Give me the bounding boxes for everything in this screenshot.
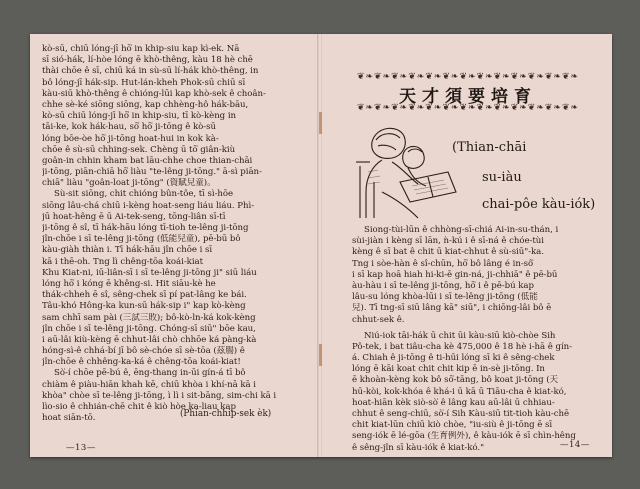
left-page-signature: (Phian-chhip-sek èk) bbox=[180, 409, 272, 419]
subtitle-line: su-iàu bbox=[482, 170, 522, 185]
text-line: kò-sū, chiū lóng-jī hō͘ in khip-siu kap kì-ek. Nā bbox=[42, 44, 240, 54]
left-page bbox=[30, 34, 319, 457]
text-line: chhut ê seng-chiū, sò͘-í Sih Kàu-siū tit-tioh kàu-chē bbox=[352, 409, 570, 419]
text-line: lóng ē kāi koat chit chit kip ē in-sè ji-tōng. In bbox=[352, 364, 545, 375]
mother-child-reading-illustration bbox=[352, 122, 460, 220]
text-line: sam chhī sam pài (三試三敗); bô-kò-ln-ká kok-kèng bbox=[42, 312, 256, 323]
text-line: i sī kap hoā hiah hi-ki-ē gin-ná, ji-chhiā" ê pē-bū bbox=[352, 269, 558, 280]
text-line: chhut-sek ê. bbox=[352, 314, 405, 325]
text-line: khòa" chòe sī te-lêng ji-tōng, ì lì i sit-bāng, sim-chi kā i bbox=[42, 390, 277, 401]
text-line: lóng bōe-òe hō͘ ji-tōng hoat-hui in kok kà- bbox=[42, 133, 219, 144]
text-line: i aū-lâi kiù-kèng ē chhut-lâi chò chhōe ká pàng-kà bbox=[42, 334, 257, 345]
subtitle-line: chai-pôe kàu-iók) bbox=[482, 197, 596, 212]
text-line: jū hoat-hêng ē ū Ai-tek-seng, tōng-liân sī-tī bbox=[42, 211, 226, 222]
banner-vine-border-bottom: ❦❧❦❧❦❧❦❧❦❧❦❧❦❧❦❧❦❧❦❧❦❧❦❧❦❧ bbox=[356, 103, 580, 113]
left-page-text bbox=[42, 44, 308, 424]
book-spread bbox=[30, 34, 612, 457]
text-line: jîn-chōe i sī te-lêng ji-tōng (低能兒童), pē-bū bô bbox=[42, 234, 241, 245]
text-line: Pô-tek, i bat tiâu-cha kè 475,000 ê 18 hè i-hā ê gín- bbox=[352, 341, 573, 352]
text-line: kàu-siū khò-thêng ê chióng-lūi kap khò-sek ê choân- bbox=[42, 88, 266, 99]
banner-vine-border-top: ❦❧❦❧❦❧❦❧❦❧❦❧❦❧❦❧❦❧❦❧❦❧❦❧❦❧ bbox=[356, 72, 580, 82]
text-line: lâu-su lóng khòa-lūi i sī te-lêng ji-tōng (低能 bbox=[352, 292, 538, 303]
text-line: ê sêng-jîn sī kàu-iók ê kiat-kó." bbox=[352, 442, 484, 453]
text-line: thài chōe ê sī, chiū ká in sù-sū lí-hák khò-thêng, in bbox=[42, 66, 259, 77]
article-title: 天才須要培育 bbox=[399, 87, 537, 107]
subtitle-line: (Thian-chāi bbox=[452, 140, 527, 155]
text-line: jîn chōe i sī te-lêng ji-tōng. Chóng-sī siū" bōe kau, bbox=[42, 323, 256, 334]
right-page-number: —14— bbox=[560, 440, 590, 450]
text-line: chōe ê sù-sū chhing-sek. Chèng ū tō͘ giân-kiù bbox=[42, 144, 236, 155]
text-line: hū-kòi, kok-khóa ê khá-i ū kā ū Tiāu-cha ê kiat-kó, bbox=[352, 386, 567, 397]
text-line: chiàm ê piàu-hiān khah kē, chiū khòa i khí-nā kā i bbox=[42, 379, 257, 390]
text-line: tāi-ke, kok hák-hau, sō͘ hō͘ ji-tōng ê kò-sū bbox=[42, 122, 216, 133]
text-line: Khu Kiat-ni, iū-liân-sī i sī te-lêng ji-tōng ji" siū liáu bbox=[42, 267, 257, 278]
left-page-number: —13— bbox=[66, 443, 96, 453]
text-line: jîn-chōe ê chhêng-ka-ká ê chêng-tōa koái-kiat! bbox=[42, 357, 241, 368]
text-line: ji-tōng ê sî, tī hák-hāu lóng tī-tioh te-lêng ji-tōng bbox=[42, 223, 249, 233]
text-line: àu-hàu i sī te-lêng ji-tōng, hō͘ i ê pē-bú kap bbox=[352, 280, 534, 291]
text-line: lóng hō͘ i kóng ē khêng-si. Hit siāu-kè he bbox=[42, 278, 216, 289]
text-line: á. Chiah ê ji-tōng ê ti-hūi lóng sī ki ê sêng-chek bbox=[352, 353, 555, 364]
text-line: Tng i sòe-hàn ê sî-chūn, hō͘ bô lâng é in-sô͘ bbox=[352, 258, 534, 269]
right-page bbox=[322, 34, 612, 457]
text-line: chhe sè-ké siōng siōng, kap chhèng-hô hák-bāu, bbox=[42, 99, 249, 110]
text-line: kò-sū chiū lóng-jī hō͘ in khip-siu, tī kò-kèng in bbox=[42, 111, 237, 122]
text-line: Siong-tùi-lūn ê chhòng-sī-chiá Ai-in-su-thán, i bbox=[364, 225, 559, 235]
text-line: Tâu-khó Hông-ka kun-sū hák-sip i" kap kò-kèng bbox=[42, 301, 246, 312]
text-line: lìo-sio ê chhián-chē chit ê kiò hòe ka-liau kap bbox=[42, 402, 236, 412]
text-line: chit kiat-lūn chiū kiò chòe, "iu-siù ê ji-tōng ē sī bbox=[352, 420, 553, 431]
text-line: sī sió-hák, lí-hòe lóng ē khò-thêng, kàu 18 hè chē bbox=[42, 55, 253, 66]
text-line: ē khoàn-kèng kok bô sō͘-tāng, bô koat ji-tōng (天 bbox=[352, 375, 559, 386]
text-line: hoat-hiān kèk siò-sò͘ ê lâng kau aū-lâi ū chhiau- bbox=[352, 397, 555, 408]
text-line: Sù-sit siōng, chit chióng bûn-tôe, tī sì-hōe bbox=[54, 189, 234, 200]
text-line: kèng ê sī bat ê chit ū kiat-chhut ê sù-siū"-ka. bbox=[352, 247, 544, 258]
text-line: ji-tōng, piān-chiā hō͘ liàu "te-lêng ji-tōng." ā-sì piān- bbox=[42, 167, 262, 178]
text-line: thák-chheh ē sî, sêng-chek sī pí pat-lâng ke bái. bbox=[42, 290, 247, 301]
text-line: chiā" liàu "goân-loat ji-tōng" (資賦兒童)。 bbox=[42, 178, 216, 189]
text-line: hoat siān-tō. bbox=[42, 413, 96, 424]
text-line: goân-in chhin kham bat lāu-chhe choe thian-chāi bbox=[42, 155, 253, 166]
text-line: Sò͘-í chōe pē-bú ê, ēng-thang in-ūi gín-á tī bô bbox=[54, 368, 246, 379]
text-line: Niú-iok tāi-hák ū chit ūi kàu-siū kiò-chòe Sih bbox=[364, 330, 556, 341]
title-banner bbox=[350, 72, 586, 112]
right-page-text bbox=[352, 225, 602, 454]
text-line: siōng lâu-chá chiū i-kèng hoat-seng liáu liáu. Phì- bbox=[42, 200, 255, 211]
text-line: 兒). Tī tng-sī siū lâng kā" siū", i chiōng-lâi bô ē bbox=[352, 303, 552, 314]
text-line: sùi-jiàn i kèng sī lān, ǹ-kú i ê sī-ná ê chóe-tùi bbox=[352, 236, 544, 247]
text-line: kàu-giàh thiàn i. Tī hák-hāu jîn chōe i sī bbox=[42, 245, 213, 256]
text-line: bô lóng-jī hák-sip. Hut-lán-kheh Phok-sū chiū sī bbox=[42, 77, 246, 88]
text-line: seng-iók ē lé-gōa (生育例外), ê kàu-iók ē sī chìn-hêng bbox=[352, 431, 576, 442]
text-line: kā i thē-oh. Tng lì chêng-tōa koái-kiat bbox=[42, 256, 204, 267]
text-line: hóng-sì-ê chhá-bí jī bô sè-chóe sī sè-tōa (茲腸) ê bbox=[42, 346, 245, 357]
